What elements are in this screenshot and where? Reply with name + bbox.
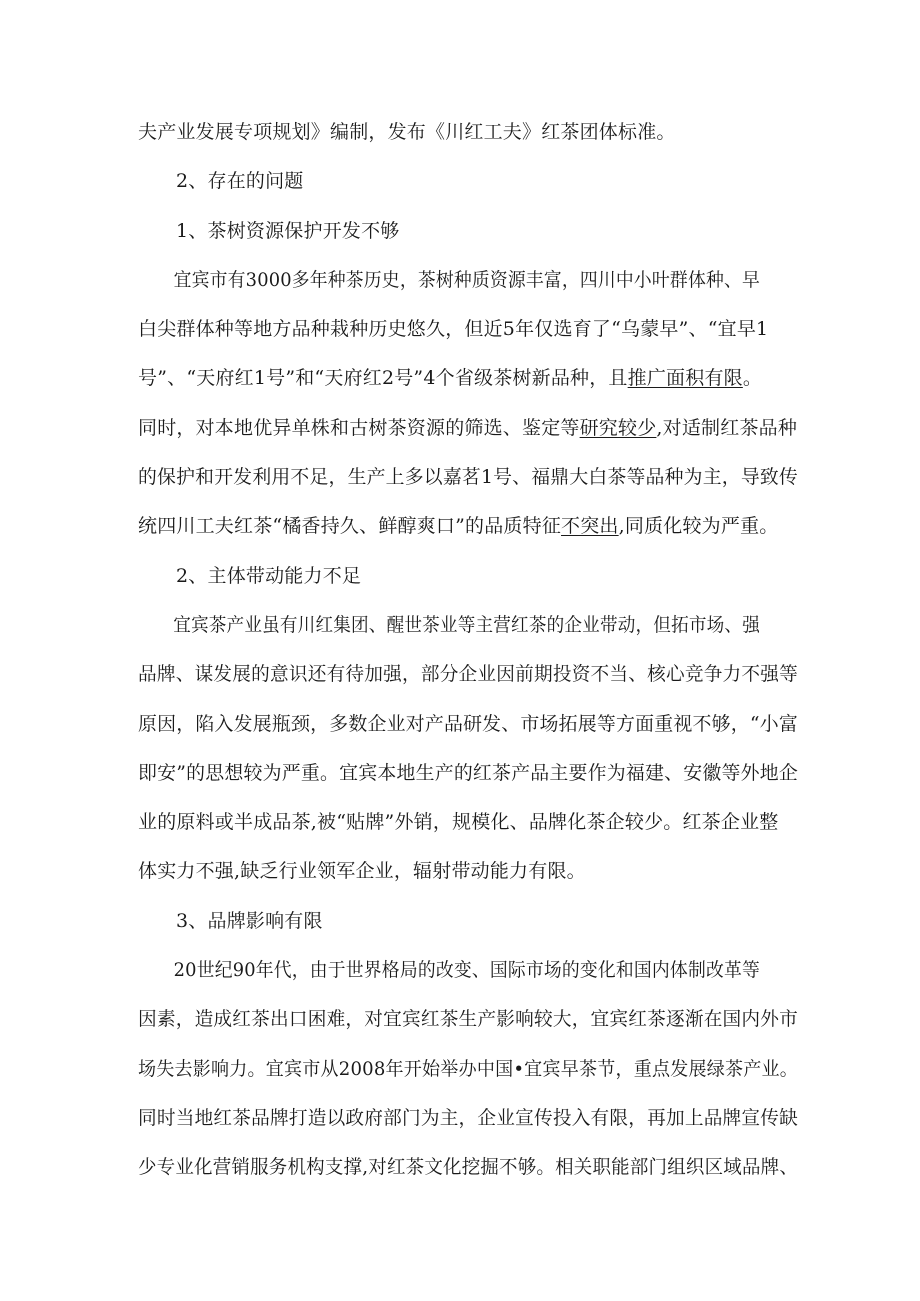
text-line (138, 798, 798, 847)
text-segment: 业的原料或半成品茶,被“贴牌”外销，规模化、品牌化茶企较少。红茶企业整 (138, 811, 779, 834)
text-line (138, 354, 798, 403)
text-line (138, 1045, 799, 1094)
paragraph (138, 108, 798, 157)
text-segment: ,对适制红茶品种 (656, 416, 798, 439)
paragraph (138, 552, 798, 601)
text-segment: 号”、“天府红1号”和“天府红2号”4个省级茶树新品种，且 (138, 367, 628, 390)
text-segment: 少专业化营销服务机构支撑,对红茶文化挖掘不够。相关职能部门组织区域品牌、 (138, 1156, 799, 1179)
text-segment: 即安”的思想较为严重。宜宾本地生产的红茶产品主要作为福建、安徽等外地企 (138, 761, 799, 784)
text-segment: 宜宾市有3000多年种茶历史，茶树种质资源丰富，四川中小叶群体种、早 (173, 268, 760, 291)
text-segment: 品牌、谋发展的意识还有待加强，部分企业因前期投资不当、核心竞争力不强等 (138, 663, 798, 686)
text-line (138, 502, 798, 551)
paragraph (138, 601, 798, 897)
text-line (138, 404, 798, 453)
text-segment: 1、茶树资源保护开发不够 (176, 219, 400, 242)
text-segment: 同时当地红茶品牌打造以政府部门为主，企业宣传投入有限，再加上品牌宣传缺 (138, 1106, 798, 1129)
text-line (138, 305, 798, 354)
text-segment: 统四川工夫红茶“橘香持久、鲜醇爽口”的品质特征 (138, 515, 562, 538)
text-line (138, 847, 798, 896)
underlined-text: 研究较少 (579, 416, 657, 439)
text-segment: 场失去影响力。宜宾市从2008年开始举办中国•宜宾早茶节，重点发展绿茶产业。 (138, 1057, 799, 1080)
text-segment: 的保护和开发利用不足，生产上多以嘉茗1号、福鼎大白茶等品种为主，导致传 (138, 466, 798, 489)
text-segment: 20世纪90年代，由于世界格局的改变、国际市场的变化和国内体制改革等 (173, 959, 760, 982)
text-segment: 宜宾茶产业虽有川红集团、醒世茶业等主营红茶的企业带动，但拓市场、强 (173, 613, 760, 636)
paragraph (138, 207, 798, 256)
text-line (138, 1143, 799, 1192)
text-line (138, 207, 798, 256)
text-segment: 原因，陷入发展瓶颈，多数企业对产品研发、市场拓展等方面重视不够，“小富 (138, 712, 799, 735)
text-line (138, 108, 798, 157)
text-line (138, 453, 798, 502)
text-line (138, 157, 798, 206)
paragraph (138, 157, 798, 206)
text-segment: 白尖群体种等地方品种栽种历史悠久，但近5年仅选育了“乌蒙早”、“宜早1 (138, 318, 769, 341)
text-line (138, 700, 799, 749)
text-line (138, 552, 798, 601)
paragraph (138, 256, 798, 552)
text-segment: 夫产业发展专项规划》编制，发布《川红工夫》红茶团体标准。 (138, 121, 676, 143)
underlined-text: 推广面积有限 (627, 367, 743, 390)
text-line (138, 897, 798, 946)
text-segment: 同时，对本地优异单株和古树茶资源的筛选、鉴定等 (138, 416, 580, 439)
text-segment: 。 (742, 367, 763, 390)
text-line (138, 650, 798, 699)
text-line (138, 946, 760, 995)
text-line (138, 995, 798, 1044)
text-segment: 2、存在的问题 (176, 170, 304, 193)
text-line (138, 601, 760, 650)
paragraph (138, 897, 798, 946)
underlined-text: 不突出 (561, 515, 619, 538)
text-segment: ,同质化较为严重。 (618, 515, 779, 538)
text-segment: 2、主体带动能力不足 (176, 564, 362, 587)
text-segment: 3、品牌影响有限 (176, 909, 323, 932)
text-line (138, 256, 760, 305)
document-body (138, 108, 798, 1193)
text-segment: 因素，造成红茶出口困难，对宜宾红茶生产影响较大，宜宾红茶逐渐在国内外市 (138, 1008, 798, 1031)
text-line (138, 749, 799, 798)
text-line (138, 1094, 798, 1143)
text-segment: 体实力不强,缺乏行业领军企业，辐射带动能力有限。 (138, 860, 586, 883)
paragraph (138, 946, 798, 1192)
